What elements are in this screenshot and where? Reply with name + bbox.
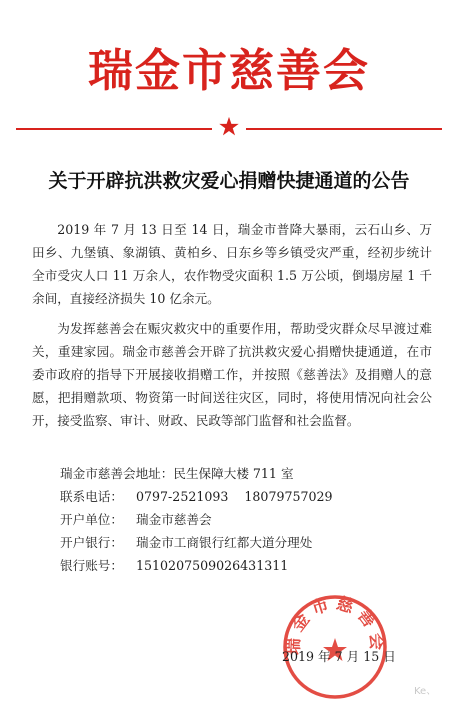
notice-body (32, 218, 432, 439)
bank-value: 瑞金市工商银行红都大道分理处 (136, 535, 313, 550)
account-number-value: 1510207509026431311 (136, 558, 289, 573)
paragraph-donation-channel: 为发挥慈善会在赈灾救灾中的重要作用，帮助受灾群众尽早渡过难关，重建家园。瑞金市慈善会开辟了抗洪救灾爱心捐赠快捷通道，在市委市政府的指导下开展接收捐赠工作，并按照《慈善法》及捐赠人的意愿，把捐赠款项、物资第一时间送往灾区，同时，将使用情况向社会公开，接受监察、审计、财政、民政等部门监督和社会监督。 (32, 321, 432, 428)
account-number-row (60, 554, 333, 577)
org-letterhead: 瑞金市慈善会 (87, 44, 370, 97)
account-name-row (60, 508, 333, 531)
address-row (60, 462, 333, 485)
phone-value: 0797-2521093 18079757029 (136, 489, 333, 504)
contact-info (60, 462, 333, 577)
notice-date: 2019 年 7 月 15 日 (282, 649, 396, 664)
address-value: 民生保障大楼 711 室 (173, 466, 294, 481)
account-name-value: 瑞金市慈善会 (136, 512, 212, 527)
account-number-label: 银行账号： (60, 558, 123, 573)
notice-title: 关于开辟抗洪救灾爱心捐赠快捷通道的公告 (48, 170, 410, 192)
phone-label: 联系电话： (60, 489, 123, 504)
watermark-text: Ke、 (414, 686, 437, 697)
header-divider-right (246, 128, 442, 130)
bank-label: 开户银行： (60, 535, 123, 550)
paragraph-disaster-summary: 2019 年 7 月 13 日至 14 日，瑞金市普降大暴雨，云石山乡、万田乡、九堡镇、象湖镇、黄柏乡、日东乡等乡镇受灾严重，经初步统计全市受灾人口 11 万余人，农作物受灾面积 1.5 万公顷，倒塌房屋 1 千余间，直接经济损失 10 亿余元。 (32, 222, 432, 306)
phone-row (60, 485, 333, 508)
star-icon (218, 116, 240, 138)
seal-text: 瑞金市慈善会 (283, 593, 387, 656)
account-name-label: 开户单位： (60, 512, 123, 527)
bank-row (60, 531, 333, 554)
address-label: 瑞金市慈善会地址： (60, 466, 174, 481)
header-divider-left (16, 128, 212, 130)
